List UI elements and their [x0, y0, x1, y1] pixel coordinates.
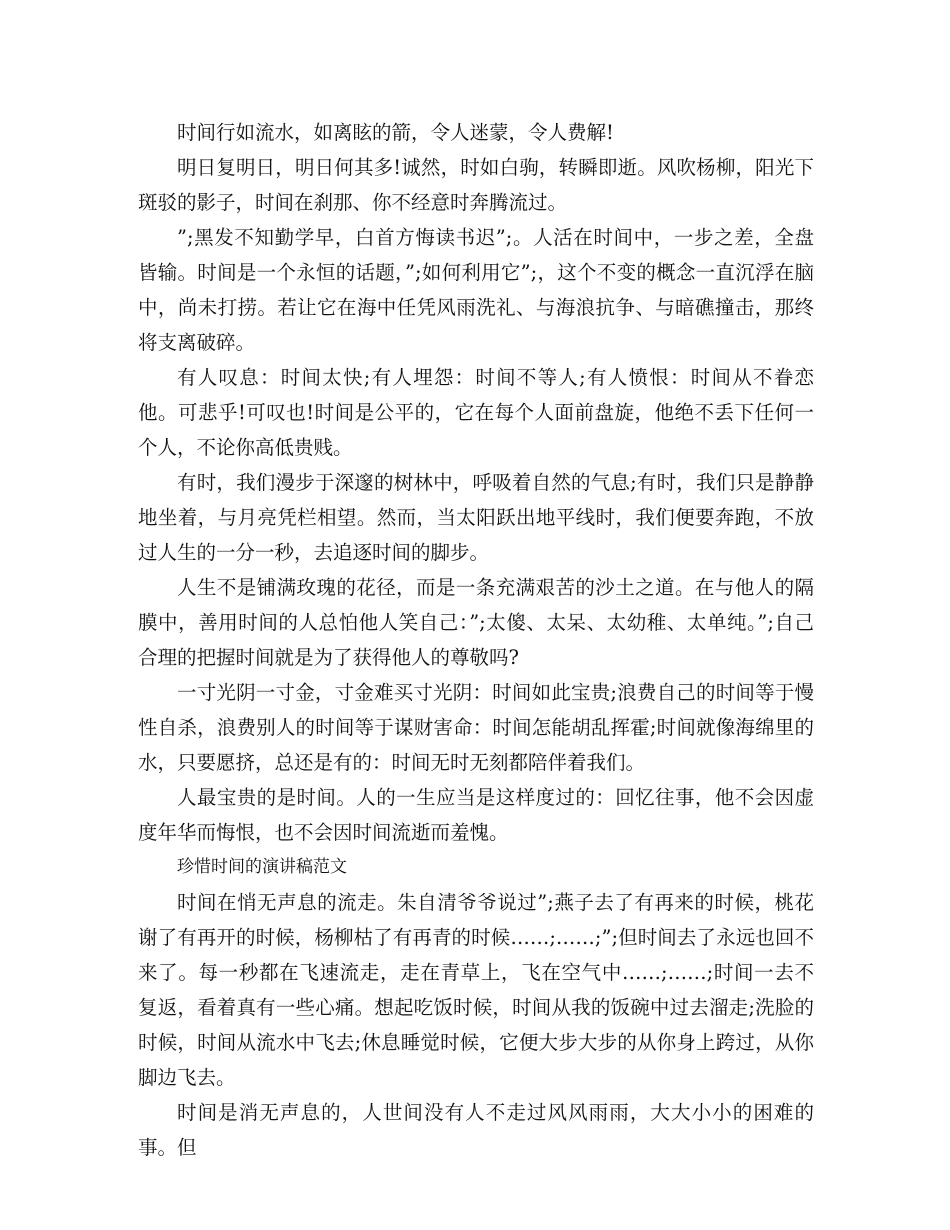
- paragraph-2: 明日复明日，明日何其多!诚然，时如白驹，转瞬即逝。风吹杨柳，阳光下斑驳的影子，时间在刹那、你不经意时奔腾流过。: [138, 156, 814, 214]
- document-body: [138, 115, 814, 1165]
- paragraph-1: 时间行如流水，如离眩的箭，令人迷蒙，令人费解!: [177, 121, 614, 144]
- paragraph-6: 人生不是铺满玫瑰的花径，而是一条充满艰苦的沙土之道。在与他人的隔膜中，善用时间的人总怕他人笑自己：”;太傻、太呆、太幼稚、太单纯。”;自己合理的把握时间就是为了获得他人的尊敬吗?: [138, 576, 814, 669]
- paragraph-8: 人最宝贵的是时间。人的一生应当是这样度过的：回忆往事，他不会因虚度年华而悔恨，也不会因时间流逝而羞愧。: [138, 786, 814, 844]
- paragraph-3: ”;黑发不知勤学早，白首方悔读书迟”;。人活在时间中，一步之差，全盘皆输。时间是一个永恒的话题，”;如何利用它”;，这个不变的概念一直沉浮在脑中，尚未打捞。若让它在海中任凭风雨洗礼、与海浪抗争、与暗礁撞击，那终将支离破碎。: [138, 226, 814, 354]
- paragraph-7: 一寸光阴一寸金，寸金难买寸光阴：时间如此宝贵;浪费自己的时间等于慢性自杀，浪费别人的时间等于谋财害命：时间怎能胡乱挥霍;时间就像海绵里的水，只要愿挤，总还是有的：时间无时无刻都陪伴着我们。: [138, 681, 814, 774]
- paragraph-10: 时间是消无声息的，人世间没有人不走过风风雨雨，大大小小的困难的事。但: [138, 1101, 814, 1159]
- paragraph-5: 有时，我们漫步于深邃的树林中，呼吸着自然的气息;有时，我们只是静静地坐着，与月亮凭栏相望。然而，当太阳跃出地平线时，我们便要奔跑，不放过人生的一分一秒，去追逐时间的脚步。: [138, 471, 814, 564]
- section-subtitle: 珍惜时间的演讲稿范文: [177, 857, 347, 877]
- paragraph-9: 时间在悄无声息的流走。朱自清爷爷说过”;燕子去了有再来的时候，桃花谢了有再开的时候，杨柳枯了有再青的时候……;……;”;但时间去了永远也回不来了。每一秒都在飞速流走，走在青草上，飞在空气中……;……;时间一去不复返，看着真有一些心痛。想起吃饭时候，时间从我的饭碗中过去溜走;洗脸的时候，时间从流水中飞去;休息睡觉时候，它便大步大步的从你身上跨过，从你脚边飞去。: [138, 891, 814, 1089]
- paragraph-4: 有人叹息：时间太快;有人埋怨：时间不等人;有人愤恨：时间从不眷恋他。可悲乎!可叹也!时间是公平的，它在每个人面前盘旋，他绝不丢下任何一个人，不论你高低贵贱。: [138, 366, 814, 459]
